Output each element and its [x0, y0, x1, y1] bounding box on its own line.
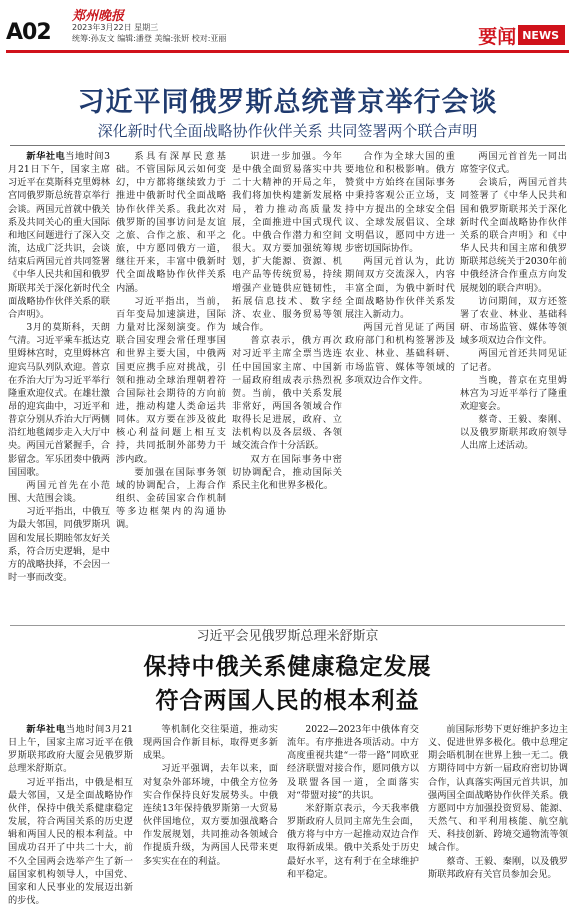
dateline: 新华社电 [26, 151, 66, 162]
story1-column-1 [8, 150, 110, 622]
paragraph-text: 两国元首认为，此访期间双方交流深入，内容丰富全面，为俄中新时代全面战略协作伙伴关系发展注入新动力。 [345, 256, 455, 320]
paragraph [8, 505, 110, 584]
paragraph [345, 150, 455, 255]
paragraph-text: 3月的莫斯科，天朗气清。习近平乘车抵达克里姆林宫时，克里姆林宫迎宾马队列队欢迎。普京在乔治大厅为习近平举行隆重欢迎仪式。在雄壮激昂的迎宾曲中，习近平和普京分别从乔治大厅两侧沿红地毯阔步走入大厅中央。两国元首紧握手，合影留念。军乐团奏中俄两国国歌。 [8, 322, 110, 478]
paragraph-text: 习近平指出，当前，百年变局加速演进，国际力量对比深刻演变。作为联合国安理会常任理事国和世界主要大国，中俄两国更应携手应对挑战，引领和推动全球治理朝着符合国际社会期待的方向前进，推动构建人类命运共同体。双方要在涉及彼此核心利益问题上相互支持，共同抵制外部势力干涉内政。 [116, 295, 226, 465]
paragraph-text: 蔡奇、王毅、秦刚、以及俄罗斯联邦政府领导人出席上述活动。 [460, 414, 567, 452]
paragraph [116, 295, 226, 466]
paragraph [8, 723, 133, 776]
paragraph [232, 150, 342, 334]
paragraph [8, 776, 133, 907]
paragraph-text: 双方在国际事务中密切协调配合，推动国际关系民主化和世界多极化。 [232, 453, 342, 491]
paragraph-text: 访问期间，双方还签署了农业、林业、基础科研、市场监管、媒体等领域多项双边合作文件。 [460, 295, 567, 347]
paragraph [287, 723, 419, 802]
story1-column-4 [345, 150, 455, 550]
paragraph-text: 识进一步加强。今年是中俄全面贸易落实中共二十大精神的开局之年，我们将加快构建新发展格局，着力推动高质量发展，全面推进中国式现代化。中俄合作潜力和空间很大。双方要加强统筹规划，扩大能源、资源、机电产品等传统贸易，持续增强产业链供应链韧性，拓展信息技术、数字经济、农业、服务贸易等领域合作。 [232, 151, 342, 334]
paragraph-text: 普京表示，俄方再次对习近平主席全票当选连任中国国家主席、中国新一届政府组成表示热烈祝贺。当前，俄中关系发展非常好，两国各领域合作取得长足进展，政府、立法机构以及各层级、各领域交流合作十分活跃。 [232, 335, 342, 452]
paragraph-text: 蔡奇、王毅、秦刚，以及俄罗斯联邦政府有关官员参加会见。 [428, 855, 568, 880]
story1-column-2 [116, 150, 226, 550]
paragraph [428, 723, 568, 855]
page-number: A02 [6, 20, 51, 45]
paragraph [460, 413, 567, 452]
headline-divider [10, 145, 565, 146]
story1-column-3 [232, 150, 342, 550]
paragraph [232, 453, 342, 492]
paragraph-text: 前国际形势下更好维护多边主义、促进世界多极化。俄中总理定期会晤机制在世界上独一无二。俄方期待同中方新一届政府密切协调合作，认真落实两国元首共识，加强两国全面战略协作伙伴关系。俄方愿同中方加强投资贸易、能源、天然气、和平利用核能、航空航天、科技创新、跨境交通物流等领域合作。 [428, 724, 568, 854]
paragraph-text: 当晚，普京在克里姆林宫为习近平举行了隆重欢迎宴会。 [460, 374, 567, 412]
paragraph [8, 150, 110, 321]
section-name-en: NEWS [518, 25, 565, 45]
paragraph [143, 723, 278, 762]
paragraph-text: 习近平指出，中俄是相互最大邻国，又是全面战略协作伙伴，保持中俄关系健康稳定发展，符合两国关系的历史逻辑和两国人民的根本利益。中国成功召开了中共二十大，前不久全国两会选举产生了新一届国家机构领导人，中国党、国家和人民事业的发展迈出新的步伐。 [8, 776, 133, 907]
paragraph-text: 两国元首还共同见证了记者。 [460, 348, 567, 373]
paragraph-text: 2022—2023年中俄体育交流年。有序推进各项活动。中方高度重视共建“一带一路”同欧亚经济联盟对接合作，愿同俄方以及联盟各国一道，全面落实对“带盟对接”的共识。 [287, 724, 419, 801]
story2-headline-line1: 保持中俄关系健康稳定发展 [143, 654, 432, 680]
paragraph-text: 两国元首先在小范围、大范围会谈。 [8, 479, 110, 505]
story2-headline-line2: 符合两国人民的根本利益 [155, 688, 420, 714]
dateline: 新华社电 [26, 724, 66, 735]
paragraph [116, 466, 226, 532]
paragraph [345, 321, 455, 387]
paragraph-text: 两国元首首先一同出席签字仪式。 [460, 151, 567, 176]
paragraph [460, 176, 567, 294]
story2-column-4 [428, 723, 568, 880]
paragraph-text: 米舒斯京表示，今天我率俄罗斯政府人员同主席先生会面，俄方将与中方一起推动双边合作取得新成果。俄中关系处于历史最好水平，这有利于在全球维护和平稳定。 [287, 802, 419, 880]
paragraph [287, 802, 419, 881]
paragraph [460, 347, 567, 373]
paragraph [460, 374, 567, 413]
staff-line: 统筹:孙友文 编辑:潘登 美编:张妍 校对:亚丽 [72, 34, 227, 43]
paragraph-text: 习近平强调，去年以来，面对复杂外部环境，中俄全方位务实合作保持良好发展势头。中俄连续13年保持俄罗斯第一大贸易伙伴国地位，双方要加强战略合作发展规划，共同推动各领域合作提质升级，为两国人民带来更多实实在在的利益。 [143, 763, 278, 867]
paragraph [143, 762, 278, 867]
paragraph-text: 要加强在国际事务领域的协调配合，上海合作组织、金砖国家合作机制等多边框架内的沟通协调。 [116, 466, 226, 531]
paragraph [8, 321, 110, 479]
paragraph-text: 合作为全球大国的重要地位和积极影响。俄方赞赏中方始终在国际事务中秉持客观公正立场，支持中方提出的全球安全倡议、全球发展倡议、全球文明倡议，愿同中方进一步密切国际协作。 [345, 151, 455, 255]
paragraph-text: 会谈后，两国元首共同签署了《中华人民共和国和俄罗斯联邦关于深化新时代全面战略协作伙伴关系的联合声明》和《中华人民共和国主席和俄罗斯联邦总统关于2030年前中俄经济合作重点方向发展规划的联合声明》。 [460, 177, 567, 294]
story2-column-3 [287, 723, 419, 880]
story1-column-5 [460, 150, 567, 622]
paragraph-text: 等机制化交往渠道，推动实现两国合作新目标，取得更多新成果。 [143, 724, 278, 762]
section-tab [478, 22, 565, 48]
masthead-rule [6, 50, 569, 53]
paragraph-text: 习近平指出，中俄互为最大邻国，同俄罗斯巩固和发展长期睦邻友好关系，符合历史逻辑，是中方的战略抉择，不会因一时一事而改变。 [8, 506, 110, 583]
paragraph [116, 150, 226, 295]
masthead [0, 0, 575, 54]
paragraph-text: 当地时间3月21日下午，国家主席习近平在莫斯科克里姆林宫同俄罗斯总统普京举行会谈。两国元首就中俄关系及共同关心的重大国际和地区问题进行了深入交流，达成广泛共识，会谈结束后两国元首共同签署《中华人民共和国和俄罗斯联邦关于深化新时代全面战略协作伙伴关系的联合声明》。 [8, 151, 110, 320]
paragraph [232, 334, 342, 452]
paragraph-text: 两国元首见证了两国政府部门和机构签署涉及农业、林业、基础科研、市场监管、媒体等领域的多项双边合作文件。 [345, 322, 455, 386]
date-line: 2023年3月22日 星期三 [72, 23, 159, 32]
story2-column-2 [143, 723, 278, 867]
newspaper-logo: 郑州晚报 [72, 9, 125, 24]
main-headline: 习近平同俄罗斯总统普京举行会谈 [77, 87, 498, 118]
paragraph [460, 295, 567, 348]
paragraph [460, 150, 567, 176]
story2-column-1 [8, 723, 134, 907]
paragraph [8, 479, 110, 505]
paragraph-text: 系具有深厚民意基础。不管国际风云如何变幻，中方都将继续致力于推进中俄新时代全面战略协作伙伴关系。我此次对俄罗斯的国事访问是友谊之旅、合作之旅、和平之旅，中方愿同俄方一道，继往开来，丰富中俄新时代全面战略协作伙伴关系内涵。 [116, 151, 226, 294]
main-subheadline: 深化新时代全面战略协作伙伴关系 共同签署两个联合声明 [97, 122, 478, 140]
story2-pretitle: 习近平会见俄罗斯总理米舒斯京 [196, 629, 379, 644]
paragraph [345, 255, 455, 321]
section-name: 要闻 [478, 25, 517, 48]
paragraph-text: 当地时间3月21日上午，国家主席习近平在俄罗斯联邦政府大厦会见俄罗斯总理米舒斯京。 [8, 724, 134, 775]
paragraph [428, 855, 568, 881]
